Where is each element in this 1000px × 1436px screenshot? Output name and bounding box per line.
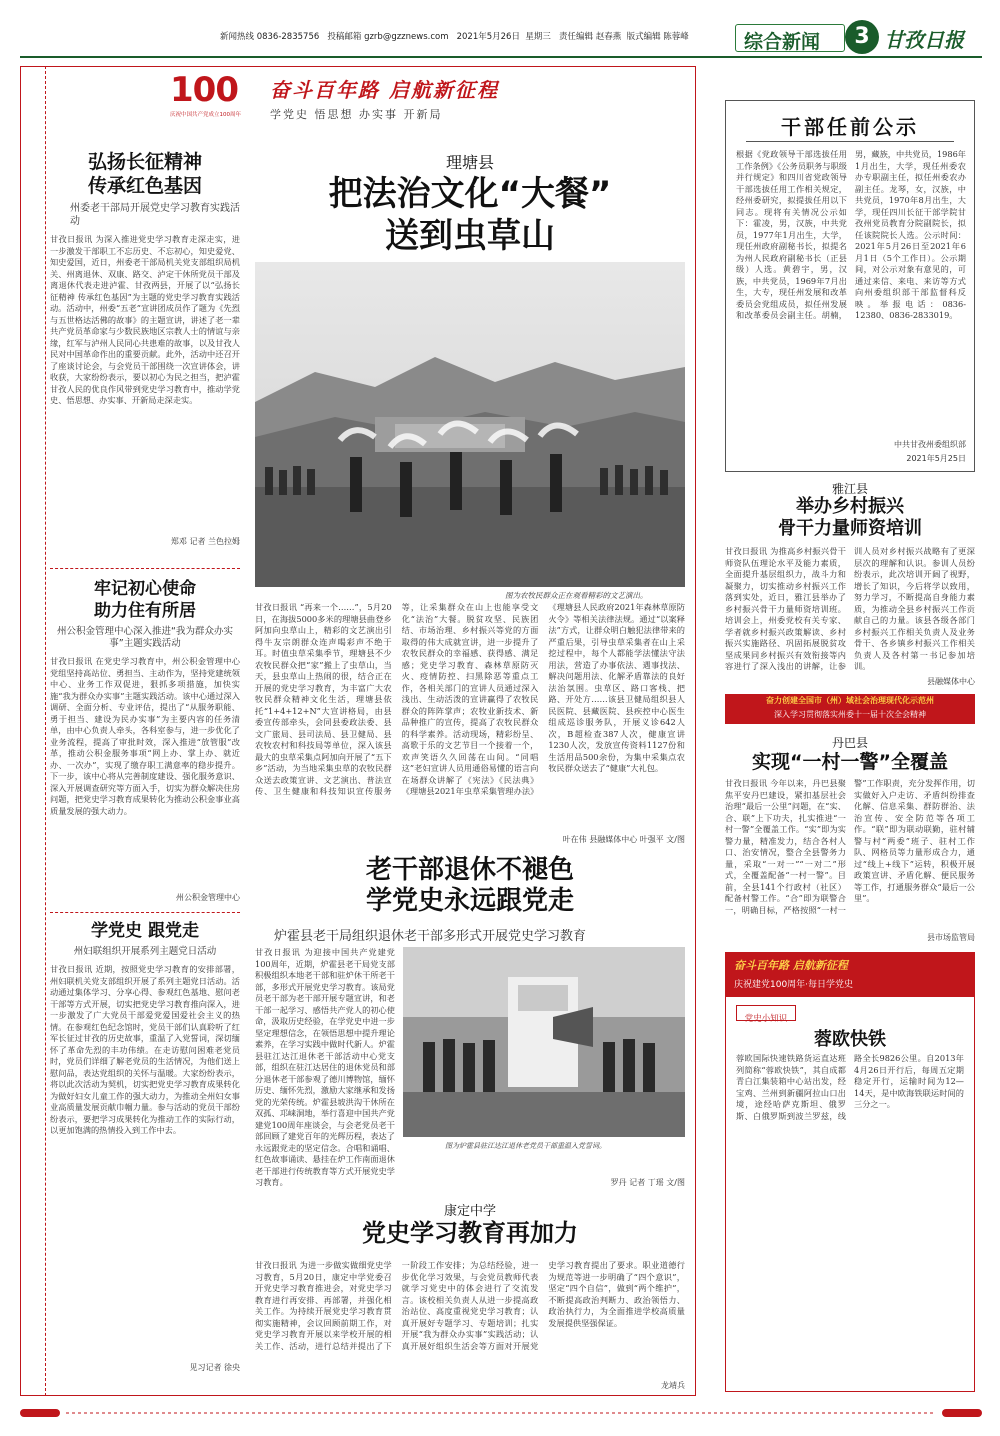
banner xyxy=(160,66,696,126)
article-subtitle: 州公积金管理中心深入推进“我为群众办实事”主题实践活动 xyxy=(57,626,233,649)
right1-body: 甘孜日报讯 为推高乡村振兴骨干师资队伍理论水平及能力素质，全面提升基层组织力，战斗力和凝聚力，切实推动乡村振兴工作落到实处，近日，雅江县举办了乡村振兴骨干力量师资培训班。培训会上，州委党校有关专家、学者就乡村振兴政策解读、乡村振兴实施路径、巩固拓展脱贫攻坚成果同乡村振兴有效衔接等内容进行了深入浅出的讲解，让参训人员对乡村振兴战略有了更深层次的理解和认识。参训人员纷纷表示，此次培训开阔了视野，增长了知识，今后将学以致用，努力学习，不断提高自身能力素质，为推动全县乡村振兴工作贡献自己的力量。该县各级各部门乡村振兴工作相关负责人及业务骨干、各乡镇乡村振兴工作相关负责人及各村第一书记参加培训。 xyxy=(725,546,975,671)
notice-footer-date: 2021年5月25日 xyxy=(906,454,966,463)
middle-photo xyxy=(403,947,685,1137)
header-rule xyxy=(20,56,982,58)
article-title: 牢记初心使命 助力住有所居 xyxy=(94,579,196,621)
right-article-2 xyxy=(725,734,975,944)
masthead-text: 甘孜日报 xyxy=(884,28,964,52)
knowledge-header xyxy=(726,953,974,997)
right2-title: 实现“一村一警”全覆盖 xyxy=(752,751,948,773)
top-header xyxy=(0,0,1000,70)
lead-kicker: 理塘县 xyxy=(445,153,494,172)
middle-title-2: 学党史永远跟党走 xyxy=(365,886,574,916)
email: 投稿邮箱 gzrb@gzznews.com xyxy=(327,32,449,42)
page-number: 3 xyxy=(854,24,870,49)
bottom-kicker: 康定中学 xyxy=(443,1204,496,1219)
footer-decoration xyxy=(20,1405,982,1419)
red-slogan-bar xyxy=(725,694,975,724)
date: 2021年5月26日 xyxy=(456,32,520,42)
lead-title-1: 把法治文化“大餐” xyxy=(328,174,612,214)
right2-byline: 县市场监管局 xyxy=(927,933,975,942)
middle-subtitle: 炉霍县老干局组织退休老干部多形式开展党史学习教育 xyxy=(273,929,586,944)
notice-title: 干部任前公示 xyxy=(781,115,919,139)
right1-title-2: 骨干力量师资培训 xyxy=(778,518,922,539)
bottom-byline: 龙靖兵 xyxy=(661,1381,685,1390)
lead-photo xyxy=(255,262,685,587)
article-byline: 郑邓 记者 兰色拉姆 xyxy=(170,537,240,546)
red-bar-line2: 深入学习贯彻落实州委十一届十次全会精神 xyxy=(774,710,926,719)
knowledge-body: 蓉欧国际快速铁路货运直达班列简称“蓉欧快铁”，其自成都青白江集装箱中心站出发，经宝鸡、兰州到新疆阿拉山口出境，途经哈萨克斯坦、俄罗斯、白俄罗斯到波兰罗兹，线路全长9826公里。自2013年4月26日开行后，每周五定期稳定开行，运输时间为12—14天，是中欧海铁联运时间的三分之一。 xyxy=(736,1053,964,1121)
red-bar-line1: 奋力创建全国市（州）域社会治理现代化示范州 xyxy=(766,696,934,705)
page-number-badge xyxy=(845,20,879,54)
bottom-article xyxy=(255,1200,685,1390)
lead-byline: 叶在伟 县融媒体中心 叶强平 文/图 xyxy=(562,835,685,844)
article-body: 甘孜日报讯 在党史学习教育中，州公积金管理中心党组坚持高站位、勇担当、主动作为，坚持党建统领中心、业务工作双促进，狠抓多项措施，加快实施“我为群众办实事”主题实践活动。该中心通过深入调研、全面分析、专业评估，提出了“从服务职能、勇于担当、建设为民办实事”为主要内容的任务清单，由中心负责人牵头，各科室参与，进一步优化了业务流程，提高了审批时效，深入推进“放管服”改革，推动公积金服务事项“网上办、掌上办、就近办、一次办”，实现了缴存职工满意率的稳步提升。下一步，该中心将从完善制度建设、强化服务意识、深入开展调查研究等方面入手，切实为群众解决住房问题，把党史学习教育成果转化为推动公积金事业高质量发展的强大动力。 xyxy=(50,656,240,816)
lead-body: 甘孜日报讯 “再来一个……”，5月20日，在海拔5000多米的理塘县曲登乡阿加向虫草山上，精彩的文艺演出引得牛友宗朗群众连声喝彩声不绝于耳。时值虫草采集季节，理塘县不少农牧民群众把“家”搬上了虫草山，当天，县虫草山上热闹的很，结合正在开展的党史学习教育，为丰富广大农牧民群众精神文化生活，理塘县依托“1+4+12+N”大宣讲格局，由县委宣传部牵头，会同县委政法委、县文广旅局、县司法局、县卫健局、县农牧农村和科技局等单位，深入该县最大的虫草采集点阿加向开展了“五下乡”活动，为当地采集虫草的农牧民群众送去政策宣讲、文艺演出、普法宣传、卫生健康和科技知识宣传服务等，让采集群众在山上也能享受文化“法治”大餐。脱贫攻坚、民族团结、市场治理、乡村振兴等党的方面取得的伟大成就宣讲，进一步提升了农牧民群众的幸福感、获得感、满足感；党史学习教育、森林草原防灭火、疫情防控、扫黑除恶等重点工作，各相关部门的宣讲人员通过深入浅出、生动活泼的宣讲赢得了农牧民群众的阵阵掌声；农牧业新技术、新品种推广的宣传，提高了农牧民群众的科学素养。活动现场，精彩纷呈、高歌于乐的文艺节目一个接着一个，欢声笑语久久回荡在山间。“同唱这”老妇宣讲人员用通俗易懂的语言向在场群众讲解了《宪法》《民法典》《理塘县2021年虫草采集管理办法》《理塘县人民政府2021年森林草原防火令》等相关法律法规。通过“以案释法”方式，让群众明白触犯法律带来的严重后果，引导虫草采集者在山上采挖过程中，每个人都能学法懂法守法用法，营造了办事依法、遇事找法、解决问题用法、化解矛盾靠法的良好法治氛围。虫草区、路口客栈、把路、开处方……该县卫健局组织县人民医院、县藏医院、县疾控中心医生组成巡诊服务队，开展义诊642人次，B超检查387人次，健康宣讲1230人次，发放宣传资料1127份和生活用品500余份，为集中采集点农牧民群众送去了“健康”大礼包。 xyxy=(255,602,685,796)
middle-photo-caption: 图为炉霍县驻江达江退休老党员干部重温入党誓词。 xyxy=(445,1142,606,1150)
article-byline: 州公积金管理中心 xyxy=(176,893,240,902)
lead-article xyxy=(255,150,685,850)
bottom-title: 党史学习教育再加力 xyxy=(362,1219,578,1247)
editor: 责任编辑 赵春燕 xyxy=(559,32,622,42)
article-title: 学党史 跟党走 xyxy=(91,921,199,941)
banner-subtitle: 学党史 悟思想 办实事 开新局 xyxy=(270,108,443,121)
logo-number: 100 xyxy=(170,70,238,110)
lead-photo-image xyxy=(255,262,685,587)
notice-body: 根据《党政领导干部选拔任用工作条例》《公务员职务与职级并行规定》和四川省党政领导干部选拔任用工作相关规定，经州委研究，拟提拔任用以下同志。现将有关情况公示如下：霍凌，男，汉族，中共党员，1977年1月出生，大学，现任州政府副秘书长，拟提名为州人民政府副秘书长（正县级）人选。黄碧宇，男，汉族，中共党员，1969年7月出生，大专，现任州发展和改革委员会党组成员，拟任州发展和改革委员会副主任。胡楠，男，藏族，中共党员，1986年1月出生，大学，现任州委农办专职副主任，拟任州委农办副主任。龙琴，女，汉族，中共党员，1970年8月出生，大学，现任四川长征干部学院甘孜州党员教育分院副院长，拟任该院院长人选。公示时间：2021年5月26日至2021年6月1日（5个工作日）。公示期间，对公示对象有意见的，可通过来信、来电、来访等方式向州委组织部干部监督科反映。举报电话：0836-12380、0836-2833019。 xyxy=(736,149,966,320)
cadre-notice xyxy=(725,100,975,472)
article-body: 甘孜日报讯 为深入推进党史学习教育走深走实，进一步激发干部职工不忘历史、不忘初心，知史爱党、知史爱国，近日，州委老干部局机关党支部组织局机关、州离退休、双康、路交、泸定干休所党员干部及离退休代表走进泸霍、甘孜两县，开展了以“弘扬长征精神 传承红色基因”为主题的党史学习教育实践活动。活动中，州委“五老”宣讲团成员作了题为《先烈与五世格达活佛的故事》的主题宣讲，讲述了老一辈共产党员革命家与少数民族地区宗教人士的情谊与亲缘，红军与泸州人民同心共患难的故事，以及甘孜人民对中国革命作出的重要贡献。此外，活动中还召开了座谈讨论会，与会党员干部围绕一次宣讲体会，讲收获，大家纷纷表示，要以初心为民之担当，把泸霍甘孜人民的优良作风带到党史学习教育中，推动学党史、悟思想、办实事、开新局走深走实。 xyxy=(50,234,240,405)
article-title: 弘扬长征精神 传承红色基因 xyxy=(87,151,202,197)
article-body: 甘孜日报讯 近期，按照党史学习教育的安排部署，州妇联机关党支部组织开展了系列主题党日活动。活动通过集体学习、分享心得、参观红色基地、慰问老干部等方式开展，切实把党史学习教育推向深入，进一步激发了广大党员干部爱党爱国爱社会主义的热情。在参观红色纪念馆时，党员干部们认真聆听了红军长征过甘孜的历史故事，重温了入党誓词，深切缅怀了革命先烈的丰功伟绩。在走访慰问困难老党员时，党员们详细了解老党员的生活情况，为他们送上慰问品，表达党组织的关怀与温暖。大家纷纷表示，将以此次活动为契机，切实把党史学习教育成果转化为做好妇女儿童工作的强大动力，为推动全州妇女事业高质量发展贡献巾帼力量。参与活动的党员干部纷纷表示，要把学习成果转化为推动工作的实际行动，以更加饱满的热情投入到工作中去。 xyxy=(50,964,240,1135)
left-article-1 xyxy=(50,150,240,570)
knowledge-title: 蓉欧快铁 xyxy=(814,1029,886,1050)
footer-pattern xyxy=(20,1406,982,1420)
lead-title-2: 送到虫草山 xyxy=(385,216,555,256)
right2-kicker: 丹巴县 xyxy=(831,736,868,750)
article-subtitle: 州委老干部局开展党史学习教育实践活动 xyxy=(70,203,240,227)
history-knowledge-box xyxy=(725,952,975,1392)
weekday: 星期三 xyxy=(525,32,551,42)
middle-byline: 罗丹 记者 丁瑶 文/图 xyxy=(610,1178,685,1187)
right1-title-1: 举办乡村振兴 xyxy=(796,496,904,517)
right1-kicker: 雅江县 xyxy=(831,482,868,496)
middle-body-col1: 甘孜日报讯 为迎接中国共产党建党100周年，近期，炉霍县老干局党支部积极组织本地老干部和驻炉休干所老干部，多形式开展党史学习教育。该局党员老干部为老干部开展专题宣讲，和老干部一起学习、感悟共产党人的初心使命，汲取历史经验，在学党史中进一步坚定理想信念，在领悟思想中提升理论素养，在学习实践中做时代新人。炉霍县驻江达江退休老干部活动中心党支部，组织在驻江达居住的退休党员和部分退休老干部参观了德川博物馆，缅怀历史、缅怀先烈，激励大家继承和发扬党的光荣传统。炉霍县坡洪沟干休所在双孤、邛崃洞地，举行喜迎中国共产党建党100周年座谈会，与会老党员老干部回顾了建党百年的光辉历程，表达了永远跟党走的坚定信念。合唱和诵唱、红色故事诵读、悬挂在炉工作南面退休老干部进行传统教育等方式开展党史学习教育。 xyxy=(255,947,395,1187)
section-title: 综合新闻 xyxy=(744,31,821,53)
left-article-2 xyxy=(50,578,240,908)
divider xyxy=(50,568,240,569)
logo-caption: 庆祝中国共产党成立100周年 xyxy=(170,112,241,118)
bottom-body: 甘孜日报讯 为进一步做实做细党史学习教育，5月20日，康定中学党委召开党史学习教育推进会，对党史学习教育进行再安排、再部署，并强化相关工作。为持续开展党史学习教育贯彻实施精神，会议回顾前期工作，对党史学习教育开展以来学校开展的相关工作、活动，进行总结并提出了下一阶段工作安排；为总结经验，进一步优化学习效果，与会党员教师代表就学习党史中的体会进行了交流发言。该校相关负责人从进一步提高政治站位、高度重视党史学习教育；认真开展好专题学习、专题培训；扎实开展“我为群众办实事”实践活动；认真开展好组织生活会等方面对开展党史学习教育提出了要求。职业道德行为规范等进一步明确了“四个意识”，坚定“四个自信”，做到“两个维护”，不断提高政治判断力、政治领悟力、政治执行力，为全面推进学校高质量发展提供坚强保证。 xyxy=(255,1260,685,1351)
section-box xyxy=(735,24,845,52)
middle-title-1: 老干部退休不褪色 xyxy=(365,855,574,885)
knowledge-tagline: 庆祝建党100周年·每日学党史 xyxy=(734,980,854,990)
notice-rule xyxy=(746,141,954,142)
frame-side-stripe xyxy=(20,66,46,1396)
lead-photo-caption: 图为农牧民群众正在观看精彩的文艺演出。 xyxy=(505,591,648,600)
left-article-3 xyxy=(50,920,240,1390)
notice-footer-org: 中共甘孜州委组织部 xyxy=(894,440,966,449)
middle-photo-image xyxy=(403,947,685,1137)
knowledge-slogan: 奋斗百年路 启航新征程 xyxy=(734,959,848,972)
article-byline: 见习记者 徐央 xyxy=(189,1363,240,1372)
middle-article xyxy=(255,855,685,1195)
divider xyxy=(50,912,240,913)
right1-byline: 县融媒体中心 xyxy=(927,677,975,686)
banner-slogan: 奋斗百年路 启航新征程 xyxy=(270,78,499,102)
right2-body: 甘孜日报讯 今年以来，丹巴县聚焦平安丹巴建设，紧扣基层社会治理“最后一公里”问题，在“实、合、联”上下功夫，扎实推进“一村一警”全覆盖工作。“实”即为实警力量，精准发力，结合各村人口、治安情况，整合全县警务力量，采取“一对一”“一对二”形式，全覆盖配备“一村一警”。目前，全县141个行政村（社区）配备村警工作。“合”即为联警合一，明确目标，严格按照“一村一警”工作职责，充分发挥作用，切实做好入户走访、矛盾纠纷排查化解、信息采集、群防群治、法治宣传、安全防范等各项工作。“联”即为联动联勤，驻村辅警与村“两委”班子、驻村工作队、网格员等力量形成合力，通过“线上+线下”运转，积极开展政策宣讲、矛盾化解、便民服务等工作，打通服务群众“最后一公里”。 xyxy=(725,778,975,915)
hotline: 新闻热线 0836-2835756 xyxy=(220,32,320,42)
designer: 版式编辑 陈蓉峰 xyxy=(626,32,689,42)
article-subtitle: 州妇联组织开展系列主题党日活动 xyxy=(73,946,217,957)
centenary-logo xyxy=(170,72,260,116)
right-article-1 xyxy=(725,480,975,690)
masthead xyxy=(884,24,994,52)
knowledge-column-label: 党史小知识 xyxy=(736,1005,796,1021)
header-meta xyxy=(220,30,730,44)
